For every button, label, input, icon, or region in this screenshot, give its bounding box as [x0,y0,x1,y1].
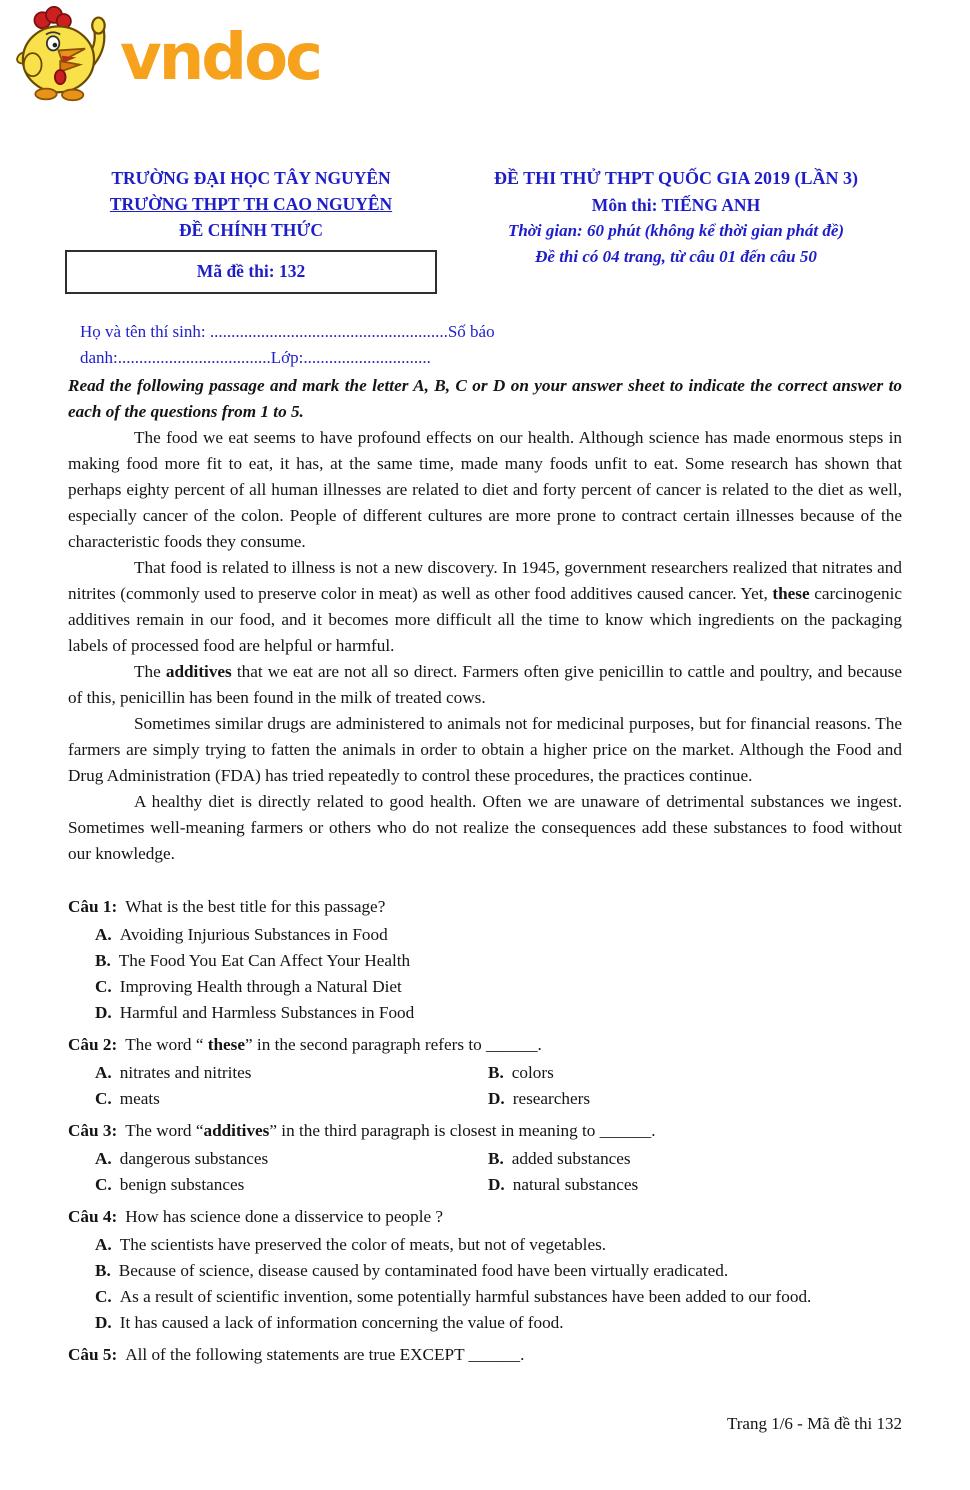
option-letter: C. [95,977,112,996]
exam-duration: Thời gian: 60 phút (không kể thời gian phát đề) [507,221,845,240]
exam-code: Mã đề thi: 132 [196,261,306,281]
passage-paragraph [68,711,902,789]
exam-code-box [65,250,437,294]
option-B: B. colors [488,1063,554,1082]
option-letter: D. [95,1313,112,1332]
text-segment: That food is related to illness is not a new discovery. In 1945, government researchers realized that nitrates and nitrites (commonly used to preserve color in meat) as well as other food additives caused cancer. Yet, [68,558,902,603]
option-C: C. benign substances [95,1175,245,1194]
option-B: B. The Food You Eat Can Affect Your Health [95,951,411,970]
question-1 [68,894,902,1026]
question-label: Câu 3: [68,1121,118,1140]
option-A: A. dangerous substances [95,1149,269,1168]
option-letter: D. [488,1089,505,1108]
option-letter: A. [95,1235,112,1254]
bold-term: additives [203,1121,270,1140]
text-segment: ” in the second paragraph refers to ______. [245,1035,542,1054]
text-segment: What is the best title for this passage? [125,897,386,916]
option-letter: A. [95,1149,112,1168]
vndoc-logo [8,6,320,102]
option-C: C. As a result of scientific invention, some potentially harmful substances have been added to our food. [95,1287,812,1306]
question-4 [68,1204,902,1336]
section-instruction: Read the following passage and mark the letter A, B, C or D on your answer sheet to indicate the correct answer to each of the questions from 1 to 5. [68,376,902,421]
option-B: B. added substances [488,1149,631,1168]
passage-paragraph [68,425,902,555]
option-letter: B. [95,951,111,970]
student-name-line: Họ và tên thí sinh: ........................................................Số báo [80,322,495,341]
option-B: B. Because of science, disease caused by contaminated food have been virtually eradicated. [95,1261,729,1280]
text-segment: How has science done a disservice to people ? [125,1207,444,1226]
option-letter: B. [488,1063,504,1082]
text-segment: Sometimes similar drugs are administered to animals not for medicinal purposes, but for financial reasons. The farmers are simply trying to fatten the animals in order to obtain a higher price on the market. Although the Food and Drug Administration (FDA) has tried repeatedly to control these procedures, the practices continue. [68,714,902,785]
text-segment: carcinogenic additives remain in our food, and it becomes more difficult all the time to know which ingredients on the packaging labels of processed food are helpful or harmful. [68,584,902,655]
option-D: D. researchers [488,1089,591,1108]
option-letter: D. [95,1003,112,1022]
options [68,1060,902,1112]
option-C: C. Improving Health through a Natural Diet [95,977,402,996]
question-label: Câu 4: [68,1207,118,1226]
question-text [68,1342,902,1368]
text-segment: that we eat are not all so direct. Farmers often give penicillin to cattle and poultry, and because of this, penicillin has been found in the milk of treated cows. [68,662,902,707]
question-text [68,1118,902,1144]
exam-header [65,165,905,294]
page-footer: Trang 1/6 - Mã đề thi 132 [726,1414,902,1433]
option-D: D. natural substances [488,1175,639,1194]
option-letter: A. [95,1063,112,1082]
option-letter: D. [488,1175,505,1194]
option-letter: C. [95,1175,112,1194]
bold-term: these [772,584,810,603]
question-3 [68,1118,902,1198]
text-segment: The word “ [125,1121,204,1140]
official-exam-label: ĐỀ CHÍNH THỨC [179,220,323,240]
reading-passage [68,425,902,867]
option-A: A. Avoiding Injurious Substances in Food [95,925,388,944]
text-segment: The food we eat seems to have profound effects on our health. Although science has made enormous steps in making food more fit to eat, it has, at the same time, made many foods unfit to eat. Some research has shown that perhaps eighty percent of all human illnesses are related to diet and forty percent of cancer is related to the diet as well, especially cancer of the colon. People of different cultures are more prone to contract certain illnesses because of the characteristic foods they consume. [68,428,902,551]
option-D: D. Harmful and Harmless Substances in Food [95,1003,415,1022]
option-letter: A. [95,925,112,944]
header-right-column [437,165,905,294]
exam-title: ĐỀ THI THỬ THPT QUỐC GIA 2019 (LẦN 3) [493,168,859,188]
bold-term: these [207,1035,245,1054]
student-info [80,319,905,371]
student-class-line: danh:....................................Lớp:.............................. [80,348,431,367]
option-C: C. meats [95,1089,160,1108]
logo-wordmark: vndoc [120,21,320,95]
text-segment: The word “ [125,1035,208,1054]
school-name-university: TRƯỜNG ĐẠI HỌC TÂY NGUYÊN [111,168,391,188]
text-segment: A healthy diet is directly related to good health. Often we are unaware of detrimental substances we ingest. Sometimes well-meaning farmers or others who do not realize the consequences add these substances to food without our knowledge. [68,792,902,863]
question-label: Câu 1: [68,897,118,916]
question-text [68,1204,902,1230]
logo-row [0,0,970,102]
option-letter: B. [95,1261,111,1280]
header-left-column [65,165,437,294]
school-name-highschool: TRƯỜNG THPT TH CAO NGUYÊN [109,194,393,214]
question-2 [68,1032,902,1112]
options [68,1146,902,1198]
question-5 [68,1342,902,1368]
exam-pages-info: Đề thi có 04 trang, từ câu 01 đến câu 50 [535,247,817,266]
option-letter: C. [95,1089,112,1108]
text-segment: All of the following statements are true EXCEPT ______. [125,1345,525,1364]
exam-subject: Môn thi: TIẾNG ANH [591,195,761,215]
options [68,922,902,1026]
option-letter: C. [95,1287,112,1306]
option-A: A. The scientists have preserved the color of meats, but not of vegetables. [95,1235,607,1254]
passage-paragraph [68,789,902,867]
question-label: Câu 2: [68,1035,118,1054]
options [68,1232,902,1336]
option-A: A. nitrates and nitrites [95,1063,252,1082]
question-text [68,1032,902,1058]
passage-paragraph [68,555,902,659]
text-segment: ” in the third paragraph is closest in meaning to ______. [269,1121,656,1140]
questions-list [68,894,902,1368]
question-text [68,894,902,920]
text-segment: The [134,662,166,681]
bold-term: additives [165,662,232,681]
option-letter: B. [488,1149,504,1168]
passage-paragraph [68,659,902,711]
option-D: D. It has caused a lack of information concerning the value of food. [95,1313,564,1332]
question-label: Câu 5: [68,1345,118,1364]
chicken-mascot-icon [8,6,116,102]
